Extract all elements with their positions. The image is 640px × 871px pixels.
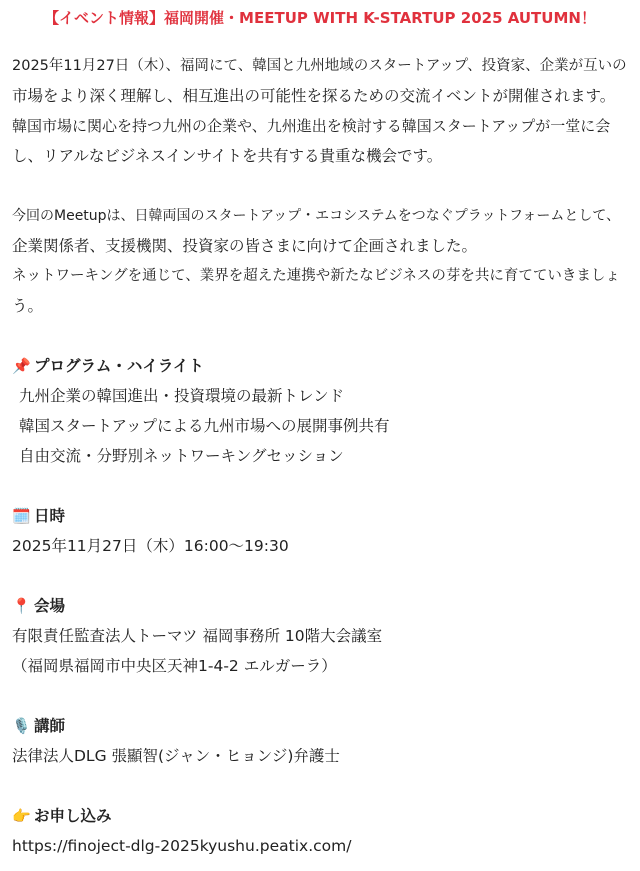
location-pin-icon: 📍 xyxy=(12,597,31,615)
purpose-line: う。 xyxy=(12,297,44,315)
intro-paragraph xyxy=(12,51,628,171)
program-item: 韓国スタートアップによる九州市場への展開事例共有 xyxy=(19,417,390,435)
apply-title: お申し込み xyxy=(34,807,112,825)
purpose-line: ネットワーキングを通じて、業界を超えた連携や新たなビジネスの芽を共に育てていきましょ xyxy=(12,268,620,284)
purpose-paragraph xyxy=(12,201,628,321)
intro-line: し、リアルなビジネスインサイトを共有する貴重な機会です。 xyxy=(12,147,443,165)
datetime-section xyxy=(12,501,628,561)
intro-line: 韓国市場に関心を持つ九州の企業や、九州進出を検討する韓国スタートアップが一堂に会 xyxy=(12,117,611,135)
apply-section xyxy=(12,801,628,861)
spacer xyxy=(12,561,628,591)
speaker-title-row xyxy=(12,711,628,741)
microphone-icon: 🎙️ xyxy=(12,717,31,735)
venue-title: 会場 xyxy=(34,597,66,615)
speaker-title: 講師 xyxy=(34,717,66,735)
apply-url-row xyxy=(12,831,628,861)
apply-title-row xyxy=(12,801,628,831)
spacer xyxy=(12,171,628,201)
spacer xyxy=(12,771,628,801)
speaker-value: 法律法人DLG 張顯智(ジャン・ヒョンジ)弁護士 xyxy=(12,747,340,765)
calendar-icon: 🗓️ xyxy=(12,507,31,525)
purpose-line: 企業関係者、支援機関、投資家の皆さまに向けて企画されました。 xyxy=(12,237,478,255)
purpose-line: 今回のMeetupは、日韓両国のスタートアップ・エコシステムをつなぐプラットフォームとして、 xyxy=(12,208,621,224)
datetime-title-row xyxy=(12,501,628,531)
datetime-value: 2025年11月27日（木）16:00〜19:30 xyxy=(12,537,289,555)
venue-address: （福岡県福岡市中央区天神1-4-2 エルガーラ） xyxy=(12,657,337,675)
program-item: 九州企業の韓国進出・投資環境の最新トレンド xyxy=(19,387,345,405)
spacer xyxy=(12,471,628,501)
spacer xyxy=(12,321,628,351)
program-item: 自由交流・分野別ネットワーキングセッション xyxy=(19,447,344,465)
speaker-section xyxy=(12,711,628,771)
program-section xyxy=(12,351,628,471)
venue-name: 有限責任監査法人トーマツ 福岡事務所 10階大会議室 xyxy=(12,627,383,645)
apply-link[interactable]: https://finoject-dlg-2025kyushu.peatix.com/ xyxy=(12,837,352,855)
program-title: プログラム・ハイライト xyxy=(34,357,204,375)
program-title-row xyxy=(12,351,628,381)
datetime-title: 日時 xyxy=(34,507,66,525)
venue-section xyxy=(12,591,628,681)
intro-line: 市場をより深く理解し、相互進出の可能性を探るための交流イベントが開催されます。 xyxy=(12,87,616,105)
pointing-hand-icon: 👉 xyxy=(12,807,31,825)
venue-title-row xyxy=(12,591,628,621)
spacer xyxy=(12,681,628,711)
pushpin-icon: 📌 xyxy=(12,357,31,375)
event-headline: 【イベント情報】福岡開催・MEETUP WITH K-STARTUP 2025 AUTUMN！ xyxy=(44,9,596,27)
intro-line: 2025年11月27日（木）、福岡にて、韓国と九州地域のスタートアップ、投資家、企業が互いの xyxy=(12,58,627,74)
event-post xyxy=(0,8,640,861)
